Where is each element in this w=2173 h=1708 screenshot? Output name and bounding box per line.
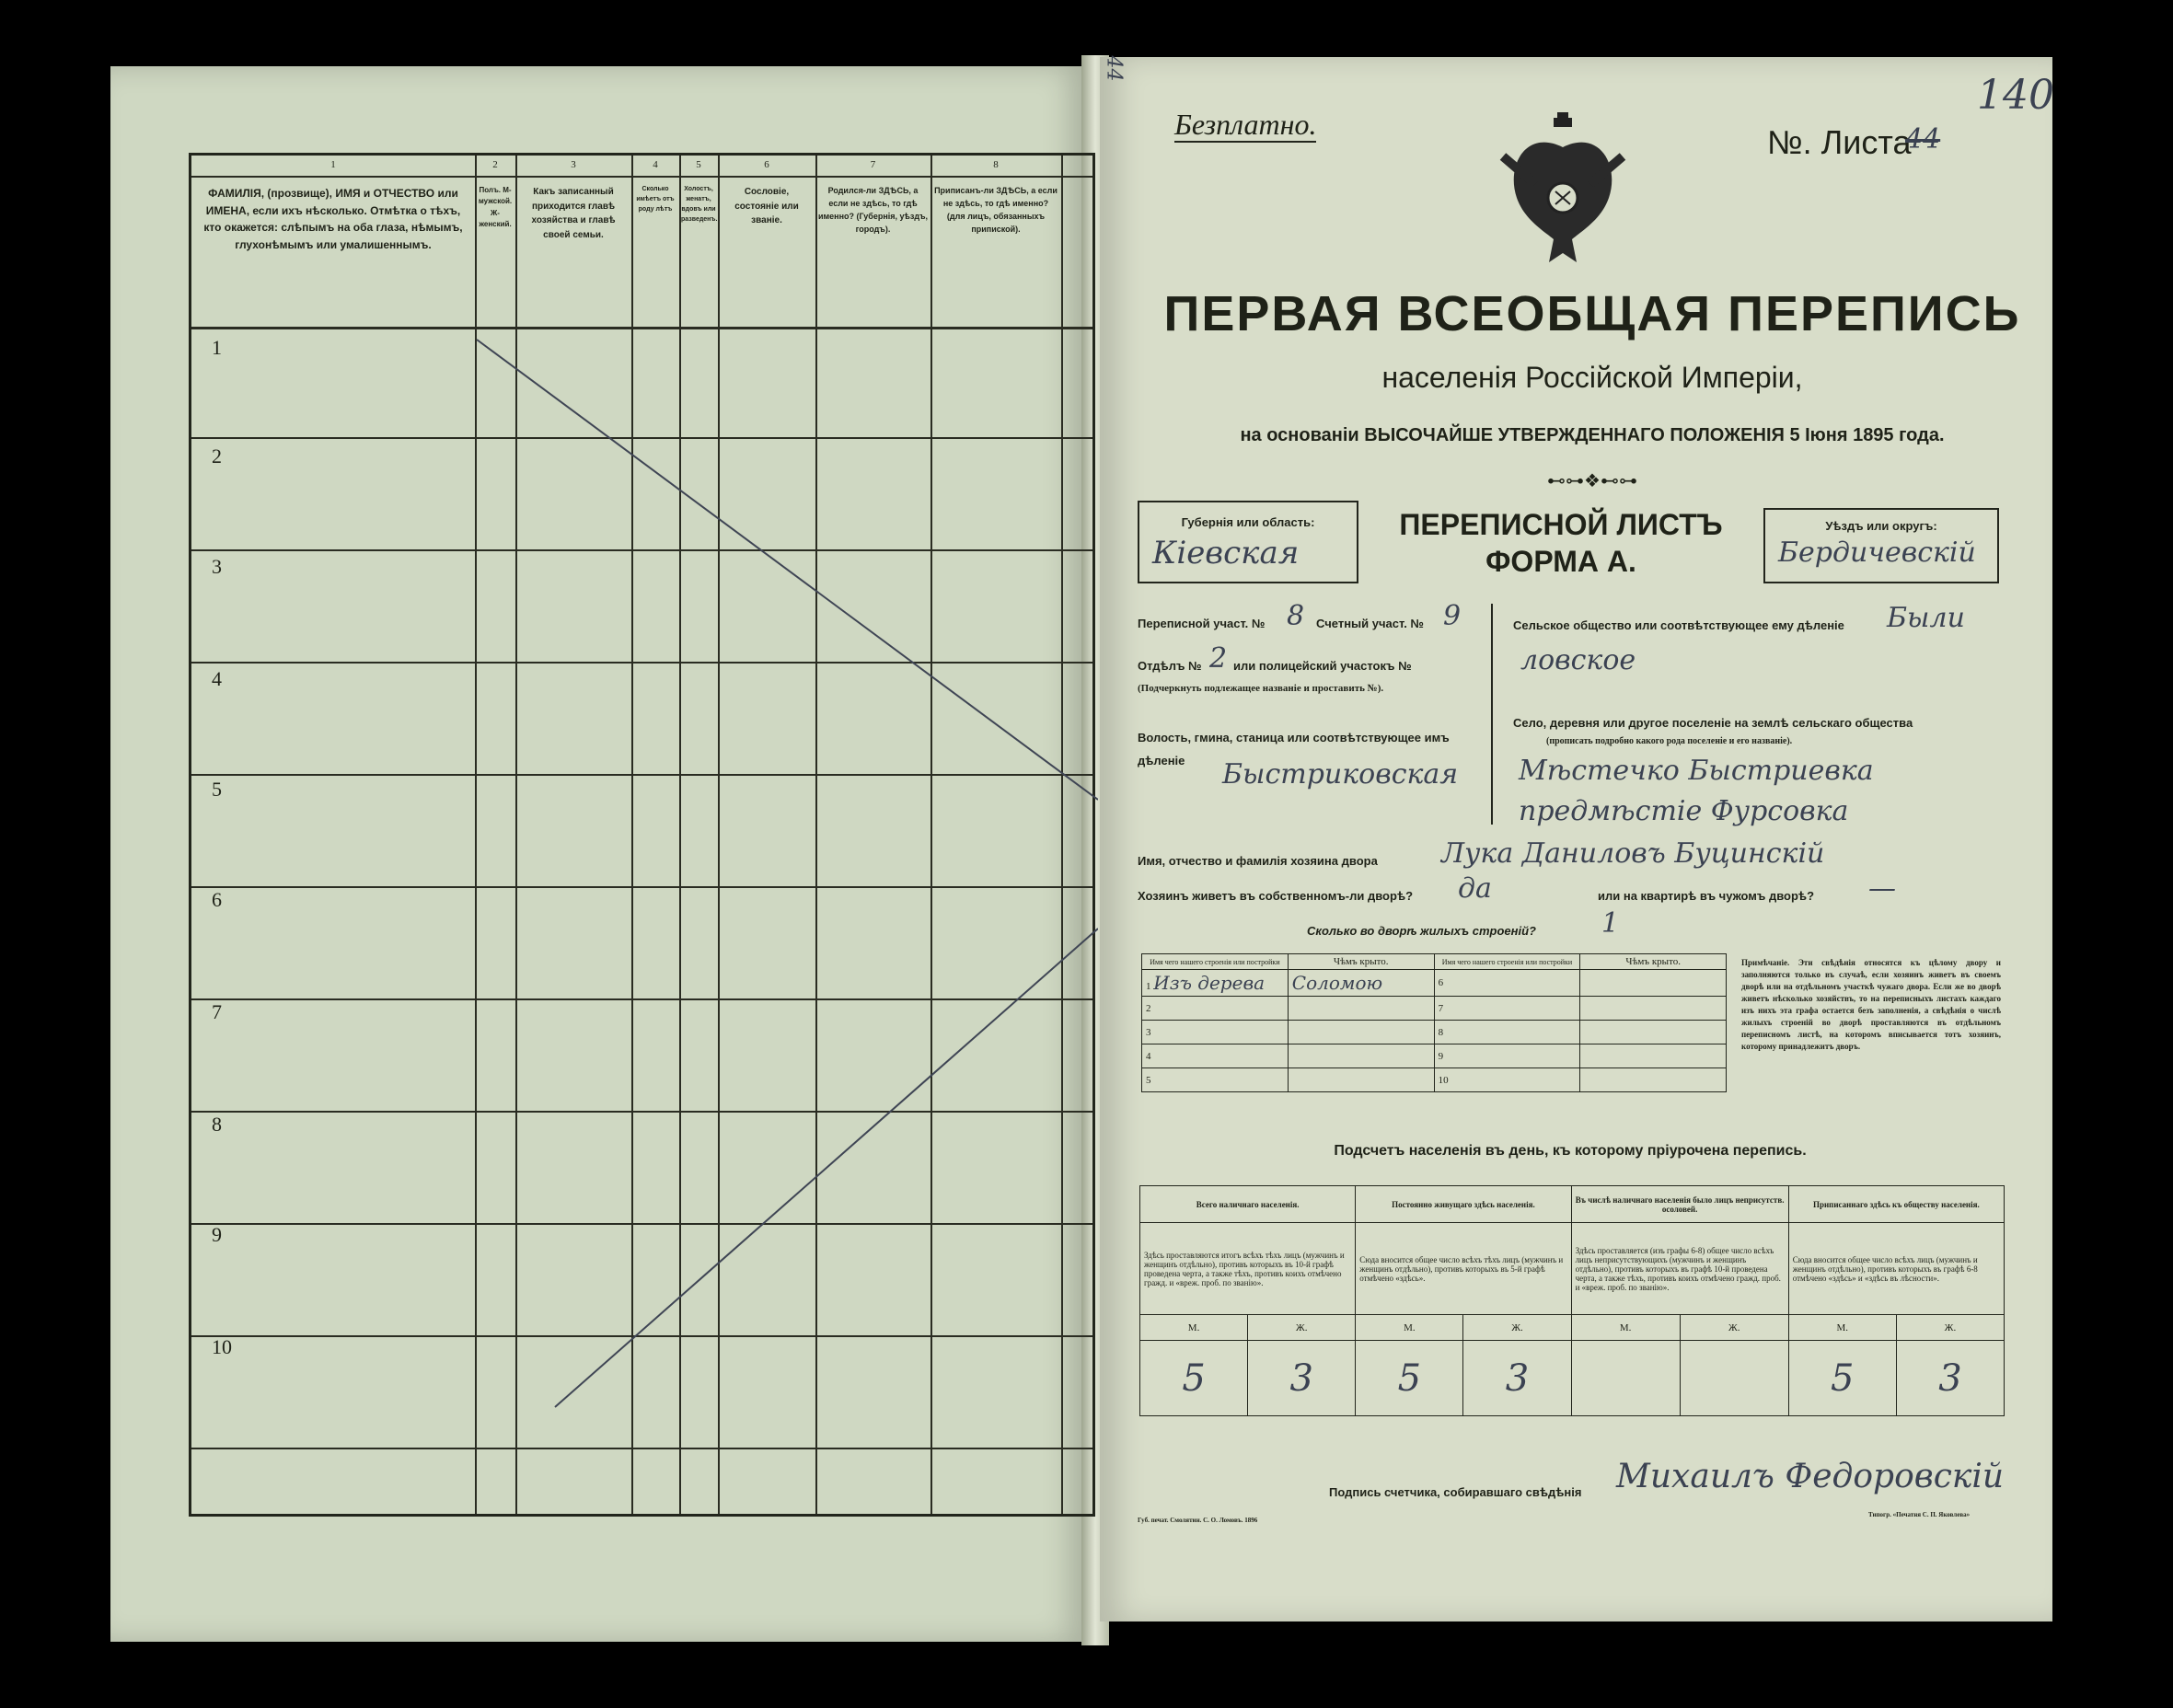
count-desc: Здѣсь проставляется (изъ графы 6-8) общее число всѣхъ лицъ неприсутствующихъ (мужчинъ и женщинъ отдѣльно), противъ которыхъ въ графѣ 10-й проведена черта, а также тѣхъ, противъ коихъ отмѣчено гражд. проб. и «вреж. проб. по званію». bbox=[1571, 1223, 1788, 1315]
buildings-label: Сколько во дворѣ жилыхъ строеній? bbox=[1307, 924, 1536, 938]
column-header-registration: Приписанъ-ли ЗДѢСЬ, а если не здѣсь, то гдѣ именно? (для лицъ, обязанныхъ припиской). bbox=[934, 186, 1058, 234]
count-value: 5 bbox=[1140, 1341, 1248, 1416]
obshchestvo-value-1: Были bbox=[1887, 602, 1965, 634]
free-label: Безплатно. bbox=[1174, 109, 1316, 143]
column-number: 6 bbox=[764, 159, 769, 170]
count-value: 3 bbox=[1896, 1341, 2004, 1416]
selo-value-2: предмѣстіе Фурсовка bbox=[1519, 795, 1849, 827]
document-subtitle: населенія Россійской Имперіи, bbox=[1381, 361, 1803, 394]
row-number: 9 bbox=[212, 1223, 222, 1246]
gubernia-label: Губернія или область: bbox=[1181, 515, 1315, 529]
selo-note: (прописать подробно какого рода поселеніе и его названіе). bbox=[1546, 736, 1793, 746]
row-number: 10 bbox=[212, 1335, 232, 1358]
selo-value-1: Мѣстечко Быстриевка bbox=[1519, 755, 1874, 787]
roof-col-head: Чѣмъ крыто. bbox=[1580, 954, 1727, 970]
table-row: 3 bbox=[1142, 1021, 1289, 1044]
count-value: 5 bbox=[1356, 1341, 1463, 1416]
table-row: 7 bbox=[1434, 997, 1580, 1021]
column-header-estate: Сословіе, состояніе или званіе. bbox=[734, 187, 799, 225]
sex-female: Ж. bbox=[1680, 1315, 1788, 1341]
note-title: Примѣчаніе. bbox=[1741, 958, 1790, 967]
printer-right: Типогр. «Печатня С. П. Яковлева» bbox=[1868, 1511, 1971, 1518]
column-header-name: ФАМИЛІЯ, (прозвище), ИМЯ и ОТЧЕСТВО или ИМЕНА, если ихъ нѣсколько. Отмѣтка о тѣхъ, кто окажется: слѣпымъ на оба глаза, нѣмымъ, глухонѣмымъ или умалишеннымъ. bbox=[203, 187, 463, 251]
sex-female: Ж. bbox=[1463, 1315, 1571, 1341]
sex-male: М. bbox=[1571, 1315, 1680, 1341]
counter-signature: Михаилъ Федоровскій bbox=[1616, 1458, 2005, 1495]
imperial-eagle-crest-icon bbox=[1498, 110, 1627, 267]
sheet-number-handwritten: 140 bbox=[1977, 72, 2054, 119]
column-number: 5 bbox=[696, 159, 701, 170]
schet-value: 9 bbox=[1443, 600, 1462, 632]
count-head: Въ числѣ наличнаго населенія было лицъ неприсутств. осоловей. bbox=[1571, 1186, 1788, 1223]
roof-cell: Соломою bbox=[1288, 970, 1434, 997]
police-label: или полицейский участокъ № bbox=[1233, 659, 1412, 673]
row-number: 2 bbox=[212, 444, 222, 467]
table-row: 5 bbox=[1142, 1068, 1289, 1092]
buildings-table bbox=[1141, 953, 1727, 1092]
sex-male: М. bbox=[1356, 1315, 1463, 1341]
form-title: ПЕРЕПИСНОЙ ЛИСТЪ bbox=[1399, 508, 1723, 541]
selo-label: Село, деревня или другое поселеніе на землѣ сельскаго общества bbox=[1513, 716, 1913, 730]
row-number: 8 bbox=[212, 1113, 222, 1136]
buildings-col-head: Имя чего нашего строенія или постройки bbox=[1142, 954, 1289, 970]
table-row: 9 bbox=[1434, 1044, 1580, 1068]
volost-value: Быстриковская bbox=[1222, 758, 1459, 791]
field-divider bbox=[1491, 604, 1493, 825]
buildings-col-head: Имя чего нашего строенія или постройки bbox=[1434, 954, 1580, 970]
column-header-birthplace: Родился-ли ЗДѢСЬ, а если не здѣсь, то гдѣ именно? (Губернія, уѣздъ, городъ). bbox=[817, 186, 929, 234]
row-number: 5 bbox=[212, 778, 222, 801]
lives-own-label: Хозяинъ живетъ въ собственномъ-ли дворѣ? bbox=[1138, 889, 1414, 903]
uchastok-label: Переписной участ. № bbox=[1138, 617, 1266, 630]
count-desc: Сюда вносится общее число всѣхъ тѣхъ лицъ (мужчинъ и женщинъ отдѣльно), противъ которыхъ въ 5-й графѣ отмѣчено «здѣсь». bbox=[1356, 1223, 1571, 1315]
schet-label: Счетный участ. № bbox=[1316, 617, 1424, 630]
obshchestvo-label: Сельское общество или соотвѣтствующее ему дѣленіе bbox=[1513, 618, 1844, 632]
otdel-value: 2 bbox=[1209, 642, 1228, 675]
note-text: Эти свѣдѣнія относятся къ цѣлому двору и заполняются только въ случаѣ, если хозяинъ живетъ въ своемъ дворѣ или на отдѣльномъ участкѣ чужаго двора. Если же во дворѣ живетъ нѣсколько хозяйствъ, то на переписныхъ листахъ каждаго изъ нихъ эта графа остается безъ заполненія, а свѣдѣнія о числѣ жилыхъ строеній во дворѣ проставляются въ отдѣльномъ переписномъ листѣ, на которомъ вписывается тотъ хозяинъ, которому принадлежитъ дворъ. bbox=[1741, 958, 2001, 1052]
population-count-table bbox=[1139, 1185, 2005, 1416]
count-value: 3 bbox=[1248, 1341, 1356, 1416]
ornament-divider: ⊷⊶❖⊷⊶ bbox=[1547, 471, 1637, 491]
table-row: 2 bbox=[1142, 997, 1289, 1021]
table-row: 6 bbox=[1434, 970, 1580, 997]
sex-male: М. bbox=[1140, 1315, 1248, 1341]
lives-rented-value: — bbox=[1868, 872, 1896, 905]
otdel-label: Отдѣлъ № bbox=[1138, 659, 1202, 673]
column-number: 8 bbox=[993, 159, 999, 170]
table-row: 4 bbox=[1142, 1044, 1289, 1068]
sheet-number-label: №. Листа bbox=[1767, 123, 1912, 161]
count-value: 5 bbox=[1788, 1341, 1896, 1416]
form-name: ФОРМА А. bbox=[1485, 545, 1636, 578]
count-desc: Здѣсь проставляются итогъ всѣхъ тѣхъ лицъ (мужчинъ и женщинъ отдѣльно), противъ которыхъ въ 10-й графѣ проведена черта, а также тѣхъ, противъ коихъ отмѣчено гражд. и «вреж. проб. по званію». bbox=[1140, 1223, 1356, 1315]
table-row: 1 Изъ дерева bbox=[1142, 970, 1289, 997]
column-number: 4 bbox=[653, 159, 658, 170]
owner-value: Лука Даниловъ Буцинскій bbox=[1441, 837, 1825, 870]
count-title: Подсчетъ населенія въ день, къ которому пріурочена перепись. bbox=[1334, 1143, 1807, 1159]
column-number: 7 bbox=[870, 159, 876, 170]
count-head: Всего наличнаго населенія. bbox=[1140, 1186, 1356, 1223]
owner-label: Имя, отчество и фамилія хозяина двора bbox=[1138, 854, 1378, 868]
uezd-box bbox=[1763, 508, 1999, 583]
gubernia-value: Кіевская bbox=[1152, 535, 1300, 571]
column-header-sex: Полъ. М-мужской. Ж-женский. bbox=[478, 186, 513, 229]
sex-female: Ж. bbox=[1896, 1315, 2004, 1341]
printer-left: Губ. печат. Смолятин. С. О. Ломовъ. 1896 bbox=[1138, 1517, 1258, 1524]
row-number: 1 bbox=[212, 336, 222, 359]
lives-rented-label: или на квартирѣ въ чужомъ дворѣ? bbox=[1598, 889, 1815, 903]
row-number: 7 bbox=[212, 1000, 222, 1023]
count-head: Приписаннаго здѣсь къ обществу населенія. bbox=[1788, 1186, 2004, 1223]
count-head: Постоянно живущаго здѣсь населенія. bbox=[1356, 1186, 1571, 1223]
obshchestvo-value-2: ловское bbox=[1520, 644, 1636, 676]
document-title: ПЕРВАЯ ВСЕОБЩАЯ ПЕРЕПИСЬ bbox=[1163, 286, 2021, 341]
row-number: 6 bbox=[212, 888, 222, 911]
count-value: 3 bbox=[1463, 1341, 1571, 1416]
sex-male: М. bbox=[1788, 1315, 1896, 1341]
table-row: 8 bbox=[1434, 1021, 1580, 1044]
underline-note: (Подчеркнуть подлежащее названіе и проставить №). bbox=[1138, 683, 1384, 694]
uchastok-value: 8 bbox=[1287, 600, 1305, 632]
sex-female: Ж. bbox=[1248, 1315, 1356, 1341]
column-header-relation: Какъ записанный приходится главѣ хозяйства и главѣ своей семьи. bbox=[531, 187, 616, 240]
buildings-note bbox=[1741, 957, 2001, 1053]
margin-number: 44 bbox=[1102, 55, 1126, 82]
gubernia-box bbox=[1138, 501, 1358, 583]
count-desc: Сюда вносится общее число всѣхъ лицъ (мужчинъ и женщинъ отдѣльно), противъ которыхъ въ графѣ 6-8 отмѣчено «здѣсь» и «здѣсь въ лѣсности». bbox=[1788, 1223, 2004, 1315]
buildings-value: 1 bbox=[1601, 907, 1620, 940]
census-table bbox=[189, 153, 1095, 1517]
uezd-value: Бердичевскій bbox=[1778, 537, 1976, 569]
sheet-number-struck: 44 bbox=[1905, 123, 1941, 156]
table-row: 10 bbox=[1434, 1068, 1580, 1092]
column-header-marital: Холостъ, женатъ, вдовъ или разведенъ. bbox=[681, 186, 718, 223]
row-number: 4 bbox=[212, 667, 222, 690]
count-value bbox=[1571, 1341, 1680, 1416]
row-number: 3 bbox=[212, 555, 222, 578]
cross-out-lines bbox=[191, 156, 1098, 1519]
signature-label: Подпись счетчика, собиравшаго свѣдѣнія bbox=[1329, 1485, 1582, 1499]
column-header-age: Сколько имѣетъ отъ роду лѣтъ bbox=[636, 186, 675, 213]
column-number: 3 bbox=[571, 159, 576, 170]
uezd-label: Уѣздъ или округъ: bbox=[1825, 519, 1937, 533]
roof-col-head: Чѣмъ крыто. bbox=[1288, 954, 1434, 970]
count-value bbox=[1680, 1341, 1788, 1416]
column-number: 1 bbox=[330, 159, 336, 170]
lives-own-value: да bbox=[1458, 872, 1492, 905]
volost-label: Волость, гмина, станица или соотвѣтствующее имъ дѣленіе bbox=[1138, 731, 1450, 767]
legal-basis: на основаніи ВЫСОЧАЙШЕ УТВЕРЖДЕННАГО ПОЛОЖЕНІЯ 5 Іюня 1895 года. bbox=[1240, 425, 1945, 445]
column-number: 2 bbox=[492, 159, 498, 170]
